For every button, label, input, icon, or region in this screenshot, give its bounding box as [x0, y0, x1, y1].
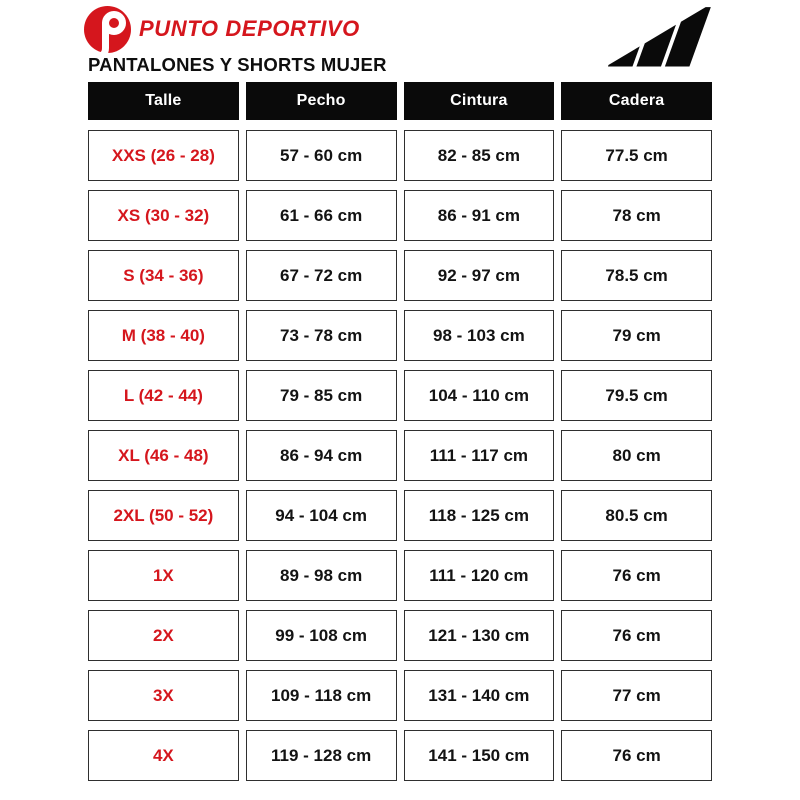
- size-label-cell: XL (46 - 48): [88, 430, 239, 481]
- measurement-cell: 119 - 128 cm: [246, 730, 397, 781]
- measurement-cell: 76 cm: [561, 610, 712, 661]
- size-table-body: [88, 130, 712, 781]
- measurement-cell: 141 - 150 cm: [404, 730, 555, 781]
- measurement-cell: 99 - 108 cm: [246, 610, 397, 661]
- measurement-cell: 57 - 60 cm: [246, 130, 397, 181]
- measurement-cell: 73 - 78 cm: [246, 310, 397, 361]
- measurement-cell: 61 - 66 cm: [246, 190, 397, 241]
- measurement-cell: 67 - 72 cm: [246, 250, 397, 301]
- measurement-cell: 80 cm: [561, 430, 712, 481]
- table-header-row: [88, 82, 712, 120]
- measurement-cell: 92 - 97 cm: [404, 250, 555, 301]
- measurement-cell: 131 - 140 cm: [404, 670, 555, 721]
- size-label-cell: 2X: [88, 610, 239, 661]
- size-label-cell: XS (30 - 32): [88, 190, 239, 241]
- punto-deportivo-logo-icon: [84, 6, 132, 61]
- size-label-cell: M (38 - 40): [88, 310, 239, 361]
- column-header-pecho: Pecho: [246, 82, 397, 120]
- measurement-cell: 104 - 110 cm: [404, 370, 555, 421]
- measurement-cell: 86 - 94 cm: [246, 430, 397, 481]
- size-label-cell: 3X: [88, 670, 239, 721]
- column-header-cintura: Cintura: [404, 82, 555, 120]
- measurement-cell: 78.5 cm: [561, 250, 712, 301]
- column-header-cadera: Cadera: [561, 82, 712, 120]
- measurement-cell: 77.5 cm: [561, 130, 712, 181]
- measurement-cell: 118 - 125 cm: [404, 490, 555, 541]
- page-title: PANTALONES Y SHORTS MUJER: [88, 54, 387, 75]
- size-label-cell: 4X: [88, 730, 239, 781]
- measurement-cell: 79 cm: [561, 310, 712, 361]
- measurement-cell: 76 cm: [561, 730, 712, 781]
- measurement-cell: 77 cm: [561, 670, 712, 721]
- measurement-cell: 82 - 85 cm: [404, 130, 555, 181]
- measurement-cell: 111 - 120 cm: [404, 550, 555, 601]
- column-header-talle: Talle: [88, 82, 239, 120]
- adidas-logo-icon: [606, 4, 712, 70]
- size-label-cell: L (42 - 44): [88, 370, 239, 421]
- size-label-cell: 1X: [88, 550, 239, 601]
- measurement-cell: 109 - 118 cm: [246, 670, 397, 721]
- measurement-cell: 80.5 cm: [561, 490, 712, 541]
- measurement-cell: 86 - 91 cm: [404, 190, 555, 241]
- measurement-cell: 76 cm: [561, 550, 712, 601]
- measurement-cell: 94 - 104 cm: [246, 490, 397, 541]
- brand-wordmark: PUNTO DEPORTIVO: [139, 16, 360, 41]
- size-label-cell: S (34 - 36): [88, 250, 239, 301]
- size-label-cell: XXS (26 - 28): [88, 130, 239, 181]
- measurement-cell: 121 - 130 cm: [404, 610, 555, 661]
- measurement-cell: 98 - 103 cm: [404, 310, 555, 361]
- size-label-cell: 2XL (50 - 52): [88, 490, 239, 541]
- measurement-cell: 78 cm: [561, 190, 712, 241]
- measurement-cell: 89 - 98 cm: [246, 550, 397, 601]
- measurement-cell: 111 - 117 cm: [404, 430, 555, 481]
- measurement-cell: 79.5 cm: [561, 370, 712, 421]
- measurement-cell: 79 - 85 cm: [246, 370, 397, 421]
